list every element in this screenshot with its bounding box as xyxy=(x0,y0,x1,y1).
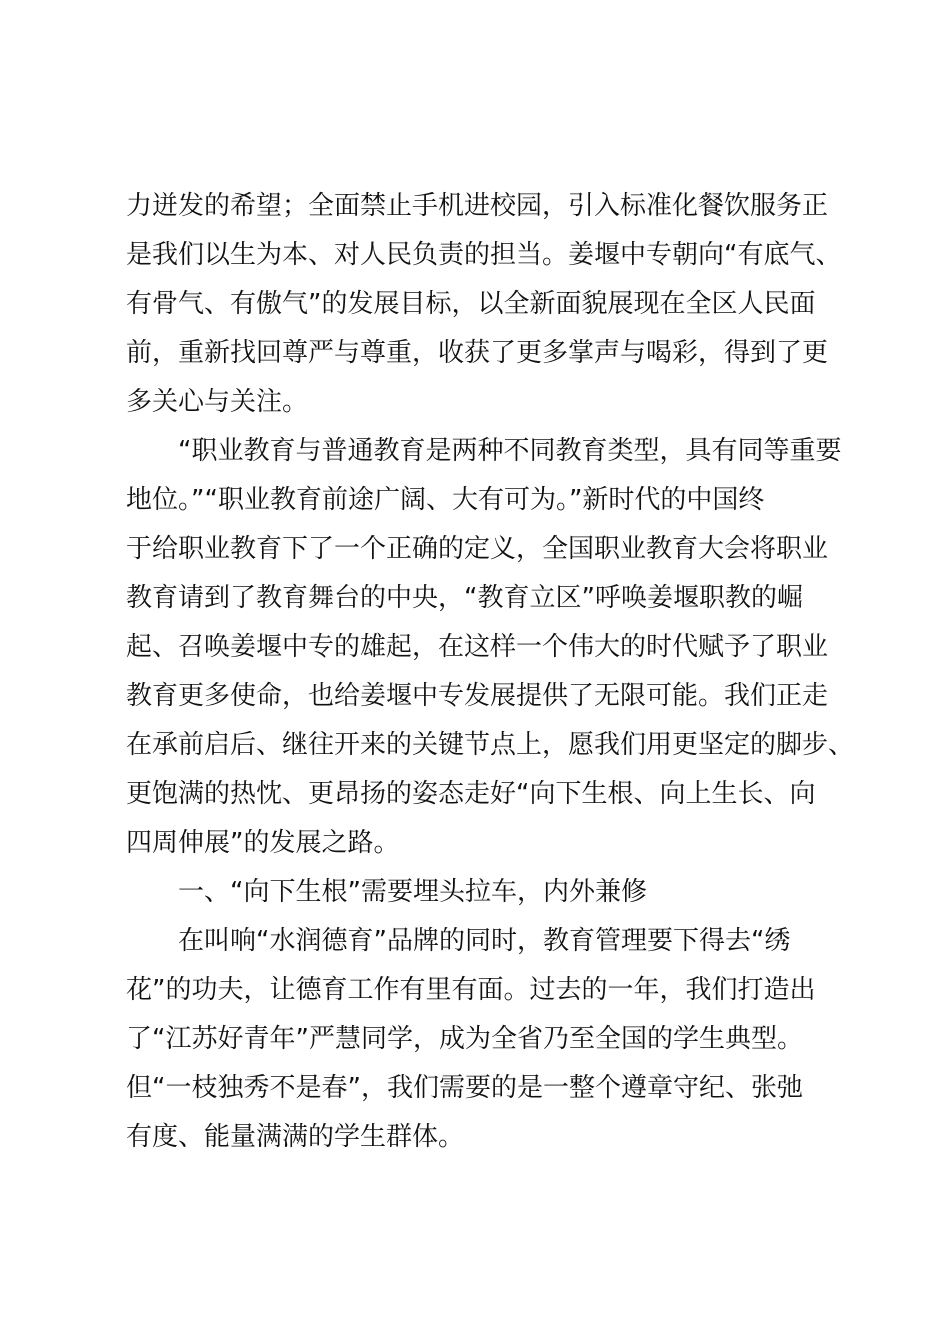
text-line: 四周伸展”的发展之路。 xyxy=(126,828,400,858)
text-line: 多关心与关注。 xyxy=(126,387,309,417)
paragraph-start-line: 在叫响“水润德育”品牌的同时，教育管理要下得去“绣 xyxy=(178,926,791,956)
text-line: 更饱满的热忱、更昂扬的姿态走好“向下生根、向上生长、向 xyxy=(126,779,816,809)
text-line: 前，重新找回尊严与尊重，收获了更多掌声与喝彩，得到了更 xyxy=(126,338,829,368)
text-line: 了“江苏好青年”严慧同学，成为全省乃至全国的学生典型。 xyxy=(126,1024,803,1054)
text-line: 但“一枝独秀不是春”，我们需要的是一整个遵章守纪、张弛 xyxy=(126,1073,803,1103)
text-line: 地位。”“职业教育前途广阔、大有可为。”新时代的中国终 xyxy=(126,485,765,515)
text-line: 教育请到了教育舞台的中央，“教育立区”呼唤姜堰职教的崛 xyxy=(126,583,803,613)
text-line: 于给职业教育下了一个正确的定义，全国职业教育大会将职业 xyxy=(126,534,829,564)
text-line: 有度、能量满满的学生群体。 xyxy=(126,1122,465,1152)
section-heading: 一、“向下生根”需要埋头拉车，内外兼修 xyxy=(178,877,647,907)
text-line: 是我们以生为本、对人民负责的担当。姜堰中专朝向“有底气、 xyxy=(126,240,842,270)
text-line: 有骨气、有傲气”的发展目标，以全新面貌展现在全区人民面 xyxy=(126,289,816,319)
text-line: 力迸发的希望；全面禁止手机进校园，引入标准化餐饮服务正 xyxy=(126,191,829,221)
text-line: 在承前启后、继往开来的关键节点上，愿我们用更坚定的脚步、 xyxy=(126,730,855,760)
text-line: 起、召唤姜堰中专的雄起，在这样一个伟大的时代赋予了职业 xyxy=(126,632,829,662)
body-text xyxy=(126,182,855,1162)
paragraph-start-line: “职业教育与普通教育是两种不同教育类型，具有同等重要 xyxy=(178,436,842,466)
text-line: 教育更多使命，也给姜堰中专发展提供了无限可能。我们正走 xyxy=(126,681,829,711)
text-line: 花”的功夫，让德育工作有里有面。过去的一年，我们打造出 xyxy=(126,975,816,1005)
